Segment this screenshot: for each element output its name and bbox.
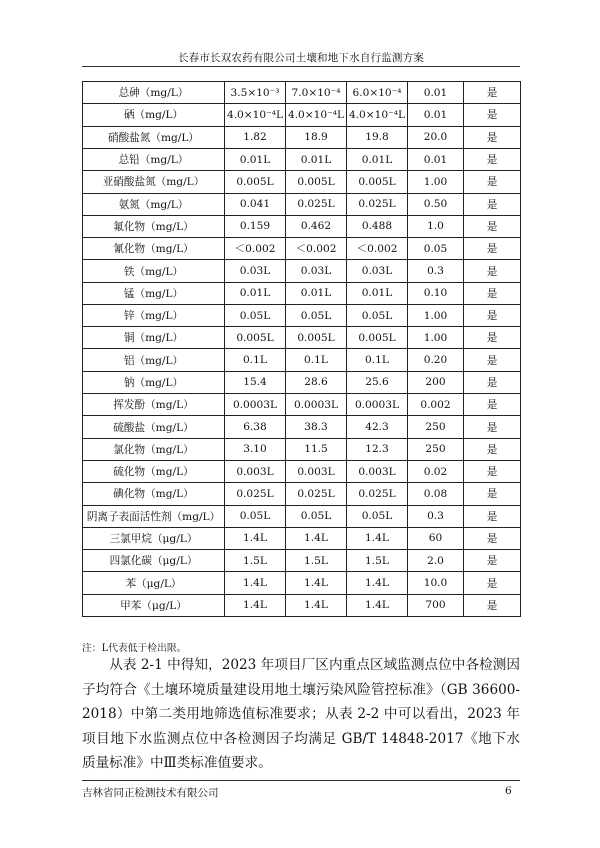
table-row xyxy=(83,572,521,594)
cell-point-3: 25.6 xyxy=(347,371,408,393)
cell-point-1: 15.4 xyxy=(225,371,286,393)
cell-standard-limit: 1.0 xyxy=(408,215,464,237)
cell-point-1: 0.01L xyxy=(225,282,286,304)
cell-parameter: 钠（mg/L） xyxy=(83,371,225,393)
conclusion-text: 从表 2-1 中得知，2023 年项目厂区内重点区域监测点位中各检测因子均符合《土壤环境质量建设用地土壤污染风险管控标准》（GB 36600-2018）中第二类用地筛选值标准要求；从表 2-2 中可以看出，2023 年项目地下水监测点位中各检测因子均满足 GB/T 14848-2017《地下水质量标准》中Ⅲ类标准值要求。 xyxy=(82,657,520,771)
cell-parameter: 硒（mg/L） xyxy=(83,104,225,126)
cell-compliant: 是 xyxy=(464,349,521,371)
cell-point-2: 38.3 xyxy=(286,416,347,438)
cell-point-3: 0.0003L xyxy=(347,394,408,416)
cell-standard-limit: 2.0 xyxy=(408,550,464,572)
cell-point-2: 0.005L xyxy=(286,171,347,193)
cell-standard-limit: 60 xyxy=(408,527,464,549)
footer-divider xyxy=(82,780,520,781)
cell-point-2: 0.05L xyxy=(286,505,347,527)
cell-point-1: 1.4L xyxy=(225,594,286,616)
table-row xyxy=(83,594,521,616)
table-row xyxy=(83,327,521,349)
cell-compliant: 是 xyxy=(464,527,521,549)
cell-point-1: 3.5×10⁻³ xyxy=(225,82,286,104)
cell-point-1: 0.05L xyxy=(225,304,286,326)
cell-compliant: 是 xyxy=(464,304,521,326)
cell-compliant: 是 xyxy=(464,438,521,460)
cell-point-2: 18.9 xyxy=(286,126,347,148)
cell-parameter: 亚硝酸盐氮（mg/L） xyxy=(83,171,225,193)
cell-parameter: 氨氮（mg/L） xyxy=(83,193,225,215)
cell-point-2: 28.6 xyxy=(286,371,347,393)
cell-point-3: 1.4L xyxy=(347,572,408,594)
cell-compliant: 是 xyxy=(464,594,521,616)
cell-point-3: 0.03L xyxy=(347,260,408,282)
cell-compliant: 是 xyxy=(464,327,521,349)
cell-point-2: 0.05L xyxy=(286,304,347,326)
cell-point-1: 3.10 xyxy=(225,438,286,460)
cell-standard-limit: 0.02 xyxy=(408,461,464,483)
cell-standard-limit: 0.01 xyxy=(408,104,464,126)
cell-point-2: 0.0003L xyxy=(286,394,347,416)
cell-parameter: 甲苯（μg/L） xyxy=(83,594,225,616)
cell-parameter: 铁（mg/L） xyxy=(83,260,225,282)
cell-point-3: 0.488 xyxy=(347,215,408,237)
cell-point-3: 12.3 xyxy=(347,438,408,460)
cell-point-3: 1.4L xyxy=(347,594,408,616)
table-row xyxy=(83,461,521,483)
cell-point-1: 0.159 xyxy=(225,215,286,237)
cell-parameter: 氰化物（mg/L） xyxy=(83,238,225,260)
table-row xyxy=(83,238,521,260)
cell-compliant: 是 xyxy=(464,394,521,416)
cell-compliant: 是 xyxy=(464,193,521,215)
table-row xyxy=(83,282,521,304)
cell-point-1: 0.03L xyxy=(225,260,286,282)
cell-parameter: 铝（mg/L） xyxy=(83,349,225,371)
cell-compliant: 是 xyxy=(464,461,521,483)
cell-point-2: 0.462 xyxy=(286,215,347,237)
table-row xyxy=(83,260,521,282)
cell-point-1: 0.005L xyxy=(225,327,286,349)
cell-standard-limit: 250 xyxy=(408,438,464,460)
cell-standard-limit: 1.00 xyxy=(408,304,464,326)
cell-standard-limit: 0.08 xyxy=(408,483,464,505)
cell-point-1: 0.041 xyxy=(225,193,286,215)
cell-point-2: 0.025L xyxy=(286,193,347,215)
table-row xyxy=(83,193,521,215)
table-row xyxy=(83,505,521,527)
cell-point-3: 6.0×10⁻⁴ xyxy=(347,82,408,104)
cell-point-1: 1.5L xyxy=(225,550,286,572)
cell-standard-limit: 0.3 xyxy=(408,260,464,282)
table-row xyxy=(83,483,521,505)
groundwater-results-table xyxy=(82,81,521,617)
cell-point-1: 1.4L xyxy=(225,527,286,549)
cell-parameter: 硫化物（mg/L） xyxy=(83,461,225,483)
cell-point-3: 0.025L xyxy=(347,483,408,505)
cell-point-3: 0.01L xyxy=(347,148,408,170)
cell-point-1: 4.0×10⁻⁴L xyxy=(225,104,286,126)
table-row xyxy=(83,148,521,170)
header-divider xyxy=(82,66,520,67)
cell-parameter: 锌（mg/L） xyxy=(83,304,225,326)
cell-parameter: 铜（mg/L） xyxy=(83,327,225,349)
cell-parameter: 氯化物（mg/L） xyxy=(83,438,225,460)
cell-point-2: 0.1L xyxy=(286,349,347,371)
cell-point-1: 0.0003L xyxy=(225,394,286,416)
cell-point-3: 0.05L xyxy=(347,505,408,527)
cell-point-2: 0.01L xyxy=(286,148,347,170)
page-header: 长春市长双农药有限公司土壤和地下水自行监测方案 xyxy=(177,52,425,64)
cell-point-3: ＜0.002 xyxy=(347,238,408,260)
table-note: 注：L代表低于检出限。 xyxy=(82,643,187,654)
table-row xyxy=(83,104,521,126)
cell-standard-limit: 200 xyxy=(408,371,464,393)
cell-parameter: 阴离子表面活性剂（mg/L） xyxy=(83,505,225,527)
cell-point-2: 1.4L xyxy=(286,527,347,549)
cell-point-1: 6.38 xyxy=(225,416,286,438)
cell-point-3: 0.003L xyxy=(347,461,408,483)
cell-compliant: 是 xyxy=(464,82,521,104)
cell-point-2: 0.005L xyxy=(286,327,347,349)
cell-point-1: 0.025L xyxy=(225,483,286,505)
cell-standard-limit: 20.0 xyxy=(408,126,464,148)
table-row xyxy=(83,527,521,549)
cell-parameter: 氟化物（mg/L） xyxy=(83,215,225,237)
cell-standard-limit: 0.01 xyxy=(408,148,464,170)
cell-point-3: 0.1L xyxy=(347,349,408,371)
cell-standard-limit: 0.10 xyxy=(408,282,464,304)
cell-compliant: 是 xyxy=(464,260,521,282)
cell-compliant: 是 xyxy=(464,238,521,260)
cell-point-3: 19.8 xyxy=(347,126,408,148)
cell-compliant: 是 xyxy=(464,215,521,237)
cell-standard-limit: 700 xyxy=(408,594,464,616)
cell-point-1: 0.05L xyxy=(225,505,286,527)
cell-compliant: 是 xyxy=(464,550,521,572)
cell-point-1: 1.4L xyxy=(225,572,286,594)
cell-point-3: 1.4L xyxy=(347,527,408,549)
cell-compliant: 是 xyxy=(464,171,521,193)
cell-parameter: 三氯甲烷（μg/L） xyxy=(83,527,225,549)
cell-point-2: 0.003L xyxy=(286,461,347,483)
cell-compliant: 是 xyxy=(464,148,521,170)
cell-point-2: 0.03L xyxy=(286,260,347,282)
cell-point-1: 0.1L xyxy=(225,349,286,371)
cell-standard-limit: 0.20 xyxy=(408,349,464,371)
cell-point-2: 0.025L xyxy=(286,483,347,505)
table-row xyxy=(83,304,521,326)
cell-compliant: 是 xyxy=(464,371,521,393)
cell-compliant: 是 xyxy=(464,483,521,505)
cell-parameter: 总砷（mg/L） xyxy=(83,82,225,104)
cell-compliant: 是 xyxy=(464,104,521,126)
cell-point-2: 7.0×10⁻⁴ xyxy=(286,82,347,104)
cell-point-1: 0.003L xyxy=(225,461,286,483)
cell-standard-limit: 0.002 xyxy=(408,394,464,416)
cell-parameter: 挥发酚（mg/L） xyxy=(83,394,225,416)
cell-point-1: 0.005L xyxy=(225,171,286,193)
table-row xyxy=(83,215,521,237)
table-row xyxy=(83,371,521,393)
cell-compliant: 是 xyxy=(464,282,521,304)
cell-point-3: 0.05L xyxy=(347,304,408,326)
cell-parameter: 总铅（mg/L） xyxy=(83,148,225,170)
cell-point-2: 1.5L xyxy=(286,550,347,572)
cell-point-2: 1.4L xyxy=(286,572,347,594)
cell-point-1: 0.01L xyxy=(225,148,286,170)
cell-point-3: 1.5L xyxy=(347,550,408,572)
cell-parameter: 碘化物（mg/L） xyxy=(83,483,225,505)
cell-parameter: 四氯化碳（μg/L） xyxy=(83,550,225,572)
cell-point-2: 0.01L xyxy=(286,282,347,304)
cell-point-1: 1.82 xyxy=(225,126,286,148)
cell-standard-limit: 0.05 xyxy=(408,238,464,260)
cell-point-2: 1.4L xyxy=(286,594,347,616)
cell-point-2: 11.5 xyxy=(286,438,347,460)
table-row xyxy=(83,126,521,148)
table-row xyxy=(83,438,521,460)
cell-parameter: 锰（mg/L） xyxy=(83,282,225,304)
table-row xyxy=(83,416,521,438)
table-row xyxy=(83,394,521,416)
cell-point-2: 4.0×10⁻⁴L xyxy=(286,104,347,126)
cell-point-3: 42.3 xyxy=(347,416,408,438)
cell-compliant: 是 xyxy=(464,126,521,148)
cell-compliant: 是 xyxy=(464,572,521,594)
conclusion-paragraph xyxy=(82,653,520,776)
cell-compliant: 是 xyxy=(464,416,521,438)
cell-standard-limit: 10.0 xyxy=(408,572,464,594)
cell-parameter: 硝酸盐氮（mg/L） xyxy=(83,126,225,148)
footer-company: 吉林省同正检测技术有限公司 xyxy=(82,787,219,799)
cell-standard-limit: 250 xyxy=(408,416,464,438)
table-row xyxy=(83,550,521,572)
table-row xyxy=(83,349,521,371)
cell-point-3: 4.0×10⁻⁴L xyxy=(347,104,408,126)
cell-standard-limit: 1.00 xyxy=(408,171,464,193)
cell-parameter: 苯（μg/L） xyxy=(83,572,225,594)
cell-standard-limit: 0.01 xyxy=(408,82,464,104)
table-row xyxy=(83,171,521,193)
cell-point-3: 0.005L xyxy=(347,171,408,193)
cell-point-3: 0.01L xyxy=(347,282,408,304)
cell-point-3: 0.005L xyxy=(347,327,408,349)
cell-point-1: ＜0.002 xyxy=(225,238,286,260)
cell-standard-limit: 1.00 xyxy=(408,327,464,349)
page-number: 6 xyxy=(505,785,512,797)
cell-compliant: 是 xyxy=(464,505,521,527)
cell-point-3: 0.025L xyxy=(347,193,408,215)
cell-standard-limit: 0.50 xyxy=(408,193,464,215)
cell-parameter: 硫酸盐（mg/L） xyxy=(83,416,225,438)
cell-standard-limit: 0.3 xyxy=(408,505,464,527)
cell-point-2: ＜0.002 xyxy=(286,238,347,260)
table-row xyxy=(83,82,521,104)
